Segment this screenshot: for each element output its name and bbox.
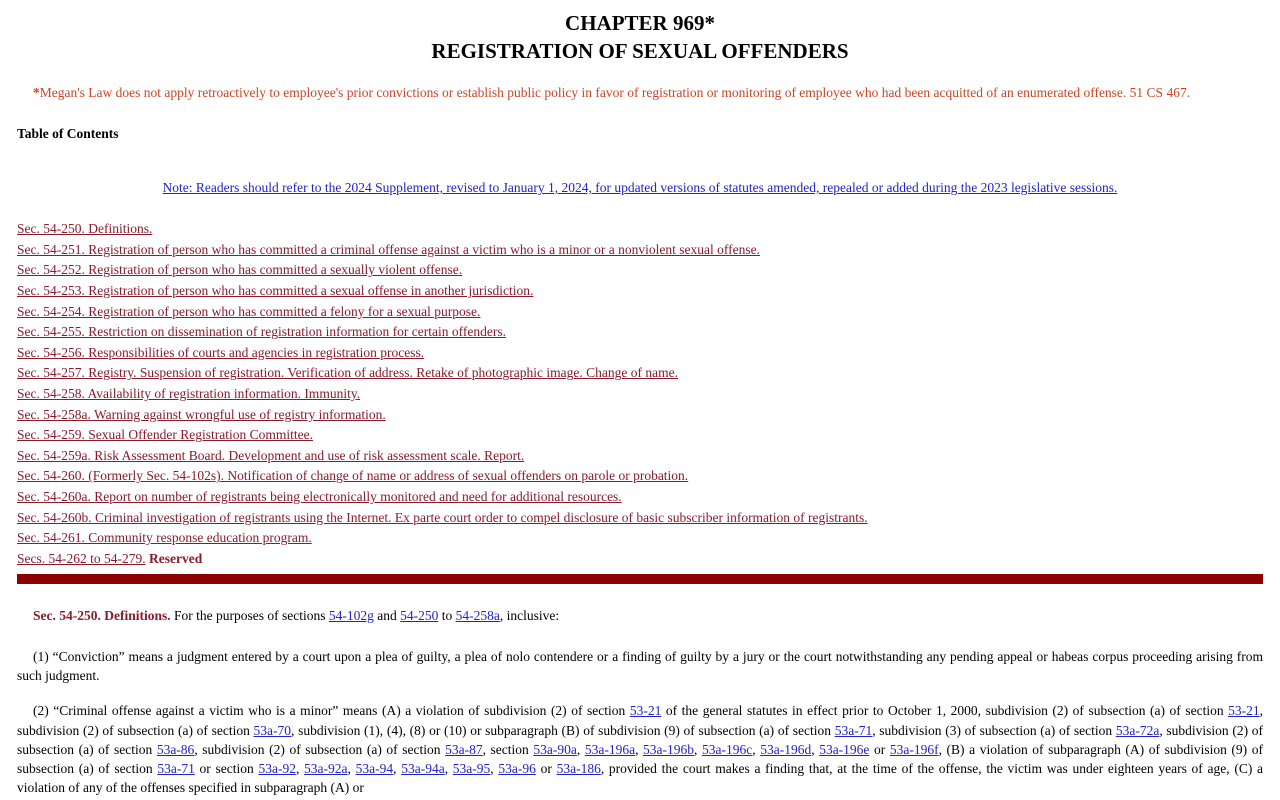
toc-entry (17, 260, 1263, 281)
statute-link[interactable]: 53a-94a (401, 761, 445, 777)
toc-entry (17, 384, 1263, 405)
toc-entry (17, 487, 1263, 508)
statute-link[interactable]: 53a-71 (834, 722, 873, 738)
toc-link[interactable]: Sec. 54-258. Availability of registration information. Immunity. (17, 386, 361, 402)
statute-link[interactable]: 54-250 (400, 608, 439, 624)
toc-link[interactable]: Sec. 54-250. Definitions. (17, 221, 153, 237)
statute-link[interactable]: 53a-196a (584, 741, 636, 757)
chapter-name-title: REGISTRATION OF SEXUAL OFFENDERS (431, 39, 849, 63)
chapter-number-title: CHAPTER 969* (565, 11, 715, 35)
statute-link[interactable]: 53a-92a (304, 761, 348, 777)
statute-link[interactable]: 53a-196c (702, 741, 753, 757)
annotation-paragraph (17, 83, 1263, 102)
toc-entry (17, 528, 1263, 549)
toc-entry (17, 322, 1263, 343)
section-intro-paragraph (17, 606, 1263, 625)
toc-heading: Table of Contents (17, 126, 119, 142)
toc-link[interactable]: Sec. 54-257. Registry. Suspension of registration. Verification of address. Retake of photographic image. Change of name. (17, 365, 678, 381)
toc-link[interactable]: Sec. 54-251. Registration of person who has committed a criminal offense against a victim who is a minor or a nonviolent sexual offense. (17, 241, 760, 257)
statute-link[interactable]: 54-102g (328, 608, 374, 624)
toc-list (17, 219, 1263, 569)
supplement-note-link[interactable]: Note: Readers should refer to the 2024 Supplement, revised to January 1, 2024, for updated versions of statutes amended, repealed or added during the 2023 legislative sessions. (162, 180, 1118, 196)
toc-link[interactable]: Sec. 54-260a. Report on number of registrants being electronically monitored and need for additional resources. (17, 489, 622, 505)
statute-link[interactable]: 53a-72a (1115, 722, 1160, 738)
statute-link[interactable]: 53-21 (1228, 703, 1260, 719)
toc-link[interactable]: Secs. 54-262 to 54-279. (17, 550, 146, 566)
toc-entry (17, 405, 1263, 426)
toc-link[interactable]: Sec. 54-259. Sexual Offender Registration Committee. (17, 427, 313, 443)
toc-link[interactable]: Sec. 54-260b. Criminal investigation of registrants using the Internet. Ex parte court order to compel disclosure of basic subscriber information of registrants. (17, 509, 868, 525)
statute-link[interactable]: 53a-92 (258, 761, 296, 777)
annotation-asterisk: * (33, 85, 40, 100)
section-heading: Sec. 54-250. Definitions. (33, 608, 171, 624)
toc-link[interactable]: Sec. 54-253. Registration of person who has committed a sexual offense in another jurisdiction. (17, 283, 534, 299)
statute-link[interactable]: 53a-196b (643, 741, 695, 757)
toc-entry (17, 302, 1263, 323)
toc-entry (17, 363, 1263, 384)
toc-link[interactable]: Sec. 54-255. Restriction on dissemination of registration information for certain offenders. (17, 324, 507, 340)
toc-link[interactable]: Sec. 54-256. Responsibilities of courts and agencies in registration process. (17, 344, 425, 360)
statute-link[interactable]: 53a-70 (253, 722, 292, 738)
statute-link[interactable]: 53a-90a (533, 741, 577, 757)
toc-link[interactable]: Sec. 54-259a. Risk Assessment Board. Development and use of risk assessment scale. Report. (17, 447, 525, 463)
toc-entry (17, 219, 1263, 240)
toc-entry (17, 425, 1263, 446)
toc-link[interactable]: Sec. 54-252. Registration of person who has committed a sexually violent offense. (17, 262, 463, 278)
toc-link[interactable]: Sec. 54-261. Community response education program. (17, 530, 312, 546)
statute-link[interactable]: 53a-196d (760, 741, 812, 757)
statute-link[interactable]: 53a-196e (819, 741, 870, 757)
annotation-text: Megan's Law does not apply retroactively to employee's prior convictions or establish public policy in favor of registration or monitoring of employee who had been acquitted of an enumerated offense. 51 CS 467. (39, 85, 1191, 100)
statute-link[interactable]: 53a-86 (156, 741, 195, 757)
toc-entry (17, 343, 1263, 364)
statute-link[interactable]: 53a-96 (498, 761, 536, 777)
statute-link[interactable]: 53a-94 (355, 761, 394, 777)
statute-link[interactable]: 53a-95 (452, 761, 491, 777)
section-divider-bar (17, 574, 1263, 584)
statute-link[interactable]: 53a-186 (556, 761, 601, 777)
toc-entry (17, 446, 1263, 467)
statute-link[interactable]: 54-258a (455, 608, 500, 624)
statute-link[interactable]: 53a-87 (445, 741, 483, 757)
section-intro-text: For the purposes of sections 54-102g and 54-250 to 54-258a, inclusive: (174, 608, 560, 624)
toc-entry (17, 549, 1263, 570)
toc-link[interactable]: Sec. 54-254. Registration of person who has committed a felony for a sexual purpose. (17, 303, 481, 319)
toc-entry (17, 240, 1263, 261)
definition-paragraph-2: (2) “Criminal offense against a victim who is a minor” means (A) a violation of subdivision (2) of section 53-21 of the general statutes in effect prior to October 1, 2000, subdivision (2) of subsection (a) of section 53-21, subdivision (2) of subsection (a) of section 53a-70, subdivision (1), (4), (8) or (10) or subparagraph (B) of subdivision (9) of subsection (a) of section 53a-71, subdivision (3) of subsection (a) of section 53a-72a, subdivision (2) of subsection (a) of section 53a-86, subdivision (2) of subsection (a) of section 53a-87, section 53a-90a, 53a-196a, 53a-196b, 53a-196c, 53a-196d, 53a-196e or 53a-196f, (B) a violation of subparagraph (A) of subdivision (9) of subsection (a) of section 53a-71 or section 53a-92, 53a-92a, 53a-94, 53a-94a, 53a-95, 53a-96 or 53a-186, provided the court makes a finding that, at the time of the offense, the victim was under eighteen years of age, (C) a violation of any of the offenses specified in subparagraph (A) or (17, 703, 1264, 796)
toc-link[interactable]: Sec. 54-258a. Warning against wrongful use of registry information. (17, 406, 386, 422)
toc-entry (17, 466, 1263, 487)
statute-link[interactable]: 53a-71 (157, 761, 195, 777)
supplement-note (17, 180, 1263, 196)
reserved-label: Reserved (149, 550, 203, 566)
toc-entry (17, 281, 1263, 302)
statute-link[interactable]: 53-21 (629, 703, 662, 719)
toc-entry (17, 508, 1263, 529)
toc-link[interactable]: Sec. 54-260. (Formerly Sec. 54-102s). Notification of change of name or address of sexual offenders on parole or probation. (17, 468, 689, 484)
definition-paragraph-1: (1) “Conviction” means a judgment entered by a court upon a plea of guilty, a plea of nolo contendere or a finding of guilty by a jury or the court notwithstanding any pending appeal or habeas corpus proceeding arising from such judgment. (17, 648, 1263, 683)
statute-link[interactable]: 53a-196f (889, 741, 939, 757)
